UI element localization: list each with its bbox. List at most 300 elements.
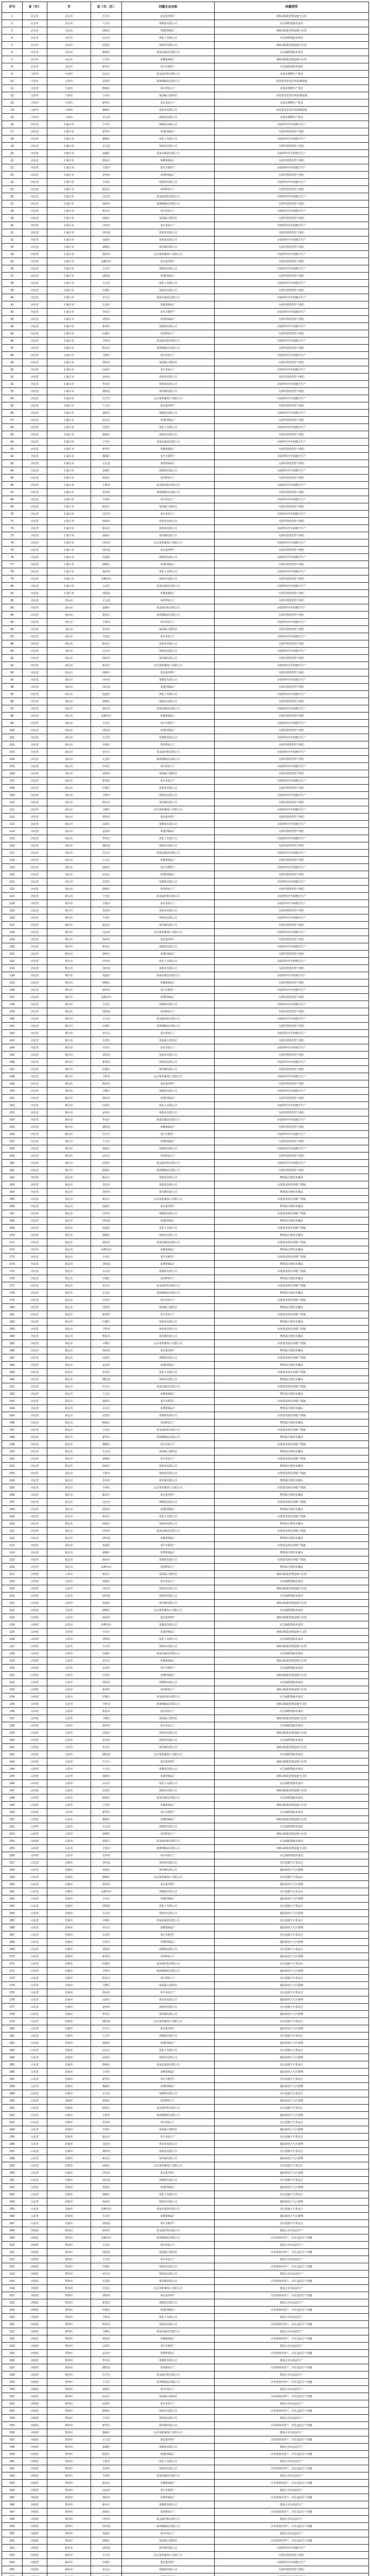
table-row [2,128,369,135]
cell-enterprise: 某铸造有限公司 [122,2415,215,2422]
cell-no: 355 [2,2566,23,2573]
cell-issue: 治污设施不正常运行 [215,2206,369,2213]
cell-enterprise: 某金属结构有限公司 [122,1427,215,1434]
cell-province: 河北省 [23,366,47,374]
cell-issue: 无组织排放管控不到位 [215,532,369,539]
cell-city: 石家庄市 [47,511,91,518]
cell-city: 济南市 [47,1917,91,1924]
cell-county: 路北区 [91,922,122,929]
cell-issue: 散乱污企业违法生产 [215,2227,369,2234]
cell-city: 石家庄市 [47,417,91,424]
cell-enterprise: 某铝业有限公司 [122,907,215,914]
cell-enterprise: 某印刷有限公司 [122,2545,215,2552]
cell-enterprise: 某陶瓷有限公司 [122,410,215,417]
cell-issue: VOCs收集处理设施不完善 [215,1686,369,1693]
cell-city: 北京市 [47,42,91,49]
cell-issue: 物料露天堆放未覆盖 [215,1520,369,1528]
cell-county: 林州市 [91,1095,122,1102]
cell-province: 河北省 [23,265,47,273]
cell-province: 山东省 [23,2025,47,2032]
cell-issue: 未取得环评手续擅自生产 [215,691,369,698]
cell-enterprise: 某铸造有限公司 [122,1326,215,1333]
cell-city: 太原市 [47,1773,91,1780]
cell-issue: 物料露天堆放未覆盖 [215,1362,369,1369]
cell-province: 北京市 [23,56,47,63]
cell-county: 昌平区 [91,850,122,857]
table-row [2,972,369,979]
cell-no: 326 [2,2357,23,2364]
cell-issue: 未取得环评手续擅自生产 [215,1073,369,1080]
cell-city: 郑州市 [47,2343,91,2350]
cell-city: 太原市 [47,1693,91,1701]
cell-enterprise: 某化工有限公司 [122,568,215,575]
cell-enterprise: 某金属结构有限公司 [122,1960,215,1968]
cell-county: 文峰区 [91,352,122,359]
cell-no: 186 [2,1347,23,1354]
table-row [2,2552,369,2559]
cell-province: 河南省 [23,2509,47,2516]
cell-city: 济南市 [47,2177,91,2184]
cell-city: 石家庄市 [47,251,91,258]
table-row [2,1261,369,1268]
table-row [2,2090,369,2097]
cell-no: 282 [2,2040,23,2047]
cell-no: 48 [2,352,23,359]
cell-province: 河北省 [23,200,47,208]
cell-no: 341 [2,2465,23,2472]
cell-enterprise: 某铸造有限公司 [122,914,215,922]
cell-county: 新华区 [91,2076,122,2083]
cell-issue: 未落实错峰生产要求 [215,114,369,121]
cell-issue: 未取得环评手续擅自生产 [215,381,369,388]
cell-province: 山东省 [23,1960,47,1968]
cell-province: 山东省 [23,1953,47,1960]
table-row [2,763,369,770]
cell-issue: 无组织排放管控不到位 [215,244,369,251]
cell-province: 河北省 [23,756,47,763]
cell-enterprise: 某金属结构有限公司 [122,2516,215,2523]
cell-province: 山东省 [23,2076,47,2083]
cell-enterprise: 某家具制造有限公司 [122,850,215,857]
cell-enterprise: 某家具制造有限公司 [122,49,215,56]
cell-enterprise: 某塑料制品厂 [122,727,215,734]
cell-enterprise: 某家具制造有限公司 [122,1239,215,1246]
cell-city: 唐山市 [47,655,91,662]
cell-enterprise: 某橡胶制品厂 [122,1391,215,1398]
cell-county: 房山区 [91,1153,122,1160]
cell-province: 河北省 [23,1398,47,1405]
cell-issue: VOCs收集处理设施不完善 [215,56,369,63]
cell-county: 武清区 [91,2054,122,2061]
cell-province: 山东省 [23,2191,47,2198]
cell-no: 165 [2,1196,23,1203]
cell-issue: 无组织排放管控不到位 [215,669,369,676]
cell-no: 166 [2,1203,23,1210]
table-row [2,619,369,626]
cell-issue: 无组织排放管控不到位 [215,229,369,236]
cell-enterprise: 某陶瓷有限公司 [122,2444,215,2451]
cell-province: 河北省 [23,547,47,554]
cell-city: 保定市 [47,1362,91,1369]
cell-province: 河北省 [23,474,47,482]
cell-county: 莲池区 [91,2184,122,2191]
cell-issue: 未取得环评手续擅自生产 [215,568,369,575]
cell-no: 171 [2,1239,23,1246]
cell-enterprise: 某塑料制品厂 [122,1816,215,1823]
table-row [2,1153,369,1160]
cell-province: 河北省 [23,150,47,157]
cell-city: 石家庄市 [47,532,91,539]
cell-no: 262 [2,1895,23,1903]
table-row [2,1809,369,1816]
cell-province: 河北省 [23,914,47,922]
cell-enterprise: 某家具制造有限公司 [122,1528,215,1535]
cell-city: 石家庄市 [47,590,91,597]
cell-city: 唐山市 [47,720,91,727]
table-row [2,1520,369,1528]
table-row [2,2379,369,2386]
cell-enterprise: 某纸业有限公司 [122,1787,215,1794]
cell-enterprise: 某建材制品厂 [122,828,215,835]
cell-issue: 超标排放大气污染物 [215,2040,369,2047]
cell-no: 99 [2,720,23,727]
cell-county: 迁安市 [91,2487,122,2494]
cell-province: 河北省 [23,258,47,265]
cell-no: 333 [2,2408,23,2415]
cell-issue: VOCs收集处理设施不完善 [215,13,369,20]
cell-county: 新华区 [91,1434,122,1441]
cell-enterprise: 某塑料制品厂 [122,1261,215,1268]
cell-county: 中原区 [91,309,122,316]
cell-county: 通州区 [91,1773,122,1780]
cell-no: 302 [2,2184,23,2191]
cell-province: 天津市 [23,114,47,121]
cell-enterprise: 某纸业有限公司 [122,1376,215,1383]
cell-no: 189 [2,1369,23,1376]
cell-province: 河北省 [23,1044,47,1052]
cell-province: 山东省 [23,2040,47,2047]
cell-province: 河北省 [23,633,47,640]
cell-city: 北京市 [47,35,91,42]
cell-province: 山东省 [23,2126,47,2133]
cell-province: 河北省 [23,972,47,979]
cell-enterprise: 某化工有限公司 [122,1636,215,1643]
cell-county: 荥阳市 [91,316,122,323]
table-row [2,1556,369,1564]
cell-no: 26 [2,193,23,200]
table-row [2,309,369,316]
cell-province: 山西省 [23,1744,47,1751]
cell-city: 石家庄市 [47,222,91,229]
cell-no: 89 [2,648,23,655]
cell-no: 14 [2,107,23,114]
table-row [2,78,369,85]
table-row [2,121,369,128]
cell-province: 河南省 [23,2501,47,2509]
cell-county: 新郑市 [91,1059,122,1066]
cell-enterprise: 某汽车配件厂 [122,987,215,994]
cell-province: 河北省 [23,1290,47,1297]
cell-province: 河北省 [23,251,47,258]
cell-enterprise: 某汽车配件厂 [122,2076,215,2083]
cell-county: 古交市 [91,1643,122,1650]
cell-city: 保定市 [47,1311,91,1318]
cell-issue: 无组织排放管控不到位 [215,828,369,835]
cell-no: 201 [2,1455,23,1463]
cell-enterprise: 某印刷有限公司 [122,1477,215,1484]
cell-enterprise: 某金属结构有限公司 [122,71,215,78]
cell-county: 房山区 [91,2047,122,2054]
cell-city: 邢台市 [47,1037,91,1044]
cell-city: 太原市 [47,1665,91,1672]
table-row [2,85,369,92]
cell-no: 179 [2,1297,23,1304]
cell-county: 孟州市 [91,374,122,381]
cell-no: 8 [2,63,23,71]
cell-county: 林州市 [91,1989,122,1996]
cell-enterprise: 某包装材料厂 [122,669,215,676]
cell-province: 河北省 [23,1246,47,1253]
cell-city: 郑州市 [47,2242,91,2249]
cell-no: 301 [2,2177,23,2184]
cell-issue: 未按要求落实停限产措施 [215,1340,369,1347]
cell-county: 藁城区 [91,1816,122,1823]
cell-issue: 未取得环评手续擅自生产 [215,280,369,287]
table-row [2,1614,369,1621]
cell-county: 清河县 [91,2523,122,2530]
cell-no: 284 [2,2054,23,2061]
cell-county: 荥阳市 [91,1052,122,1059]
cell-enterprise: 某木业加工厂 [122,1578,215,1585]
cell-no: 327 [2,2364,23,2371]
cell-enterprise: 某汽车配件厂 [122,309,215,316]
cell-enterprise: 某纸业有限公司 [122,1910,215,1917]
cell-no: 259 [2,1874,23,1881]
cell-city: 邢台市 [47,914,91,922]
cell-issue: 未取得环评手续擅自生产 [215,929,369,936]
cell-city: 保定市 [47,1297,91,1304]
table-row [2,316,369,323]
cell-city: 郑州市 [47,2357,91,2364]
cell-city: 济南市 [47,1953,91,1960]
cell-no: 109 [2,792,23,799]
cell-issue: 应急减排措施未落实 [215,1650,369,1657]
cell-city: 太原市 [47,1636,91,1643]
header-city: 市 [47,2,91,13]
cell-county: 静海区 [91,2408,122,2415]
cell-enterprise: 某陶瓷有限公司 [122,1766,215,1773]
cell-county: 高碑店市 [91,2206,122,2213]
cell-county: 正定县 [91,460,122,467]
cell-enterprise: 某木业加工厂 [122,511,215,518]
cell-city: 保定市 [47,1484,91,1492]
cell-city: 石家庄市 [47,337,91,345]
cell-no: 150 [2,1088,23,1095]
cell-enterprise: 某家具制造有限公司 [122,705,215,713]
cell-no: 47 [2,345,23,352]
table-row [2,1225,369,1232]
cell-enterprise: 某金属结构有限公司 [122,749,215,756]
cell-enterprise: 某包装材料厂 [122,2292,215,2299]
table-row [2,35,369,42]
cell-county: 辉县市 [91,1080,122,1088]
cell-enterprise: 某石材加工厂 [122,1852,215,1859]
cell-city: 济南市 [47,2133,91,2141]
cell-no: 277 [2,2004,23,2011]
cell-issue: 散乱污企业违法生产 [215,2458,369,2465]
cell-province: 河北省 [23,193,47,200]
cell-province: 河北省 [23,835,47,842]
table-row [2,1333,369,1340]
table-row [2,1816,369,1823]
cell-city: 郑州市 [47,2227,91,2234]
cell-county: 中原区 [91,1672,122,1679]
table-row [2,236,369,244]
table-row [2,1376,369,1383]
cell-province: 山东省 [23,1996,47,2004]
cell-enterprise: 某金属结构有限公司 [122,2371,215,2379]
cell-city: 唐山市 [47,871,91,878]
cell-city: 济南市 [47,2054,91,2061]
cell-issue: 未按要求落实停限产措施 [215,1282,369,1290]
cell-no: 9 [2,71,23,78]
cell-enterprise: 某化工有限公司 [122,2314,215,2321]
table-row [2,1340,369,1347]
cell-province: 山西省 [23,1708,47,1715]
cell-no: 27 [2,200,23,208]
table-row [2,648,369,655]
table-row [2,1730,369,1737]
cell-issue: VOCs收集处理设施不完善 [215,1758,369,1766]
table-row [2,2040,369,2047]
cell-no: 76 [2,554,23,561]
cell-no: 245 [2,1773,23,1780]
cell-enterprise: 某汽车配件厂 [122,164,215,172]
table-row [2,828,369,835]
cell-enterprise: 某橡胶制品厂 [122,1802,215,1809]
cell-county: 莲池区 [91,972,122,979]
cell-county: 满城区 [91,2537,122,2545]
cell-city: 天津市 [47,92,91,99]
cell-no: 208 [2,1506,23,1513]
cell-enterprise: 某铸造有限公司 [122,648,215,655]
cell-issue: 物料露天堆放未覆盖 [215,1564,369,1571]
cell-issue: 无组织排放管控不到位 [215,374,369,381]
table-body [2,13,369,2576]
cell-issue: 未落实错峰生产要求 [215,99,369,107]
cell-county: 中原区 [91,1939,122,1946]
cell-issue: 超标排放大气污染物 [215,2011,369,2018]
cell-province: 河北省 [23,1427,47,1434]
cell-no: 325 [2,2350,23,2357]
cell-issue: 无组织排放管控不到位 [215,1109,369,1116]
cell-city: 保定市 [47,1556,91,1564]
table-row [2,792,369,799]
cell-no: 130 [2,943,23,951]
cell-enterprise: 某塑料制品厂 [122,1405,215,1412]
table-row [2,1802,369,1809]
cell-county: 清徐县 [91,2249,122,2256]
cell-city: 石家庄市 [47,157,91,164]
cell-city: 邢台市 [47,907,91,914]
cell-no: 220 [2,1592,23,1600]
cell-province: 山西省 [23,1730,47,1737]
table-row [2,2451,369,2458]
cell-issue: VOCs收集处理设施不完善 [215,1629,369,1636]
cell-enterprise: 某纸业有限公司 [122,287,215,294]
cell-city: 济南市 [47,2206,91,2213]
cell-enterprise: 某塑料制品厂 [122,172,215,179]
cell-no: 232 [2,1679,23,1686]
table-row [2,1311,369,1318]
cell-no: 349 [2,2523,23,2530]
cell-city: 石家庄市 [47,200,91,208]
cell-no: 209 [2,1513,23,1520]
cell-enterprise: 某混凝土搅拌站 [122,2393,215,2400]
cell-city: 济南市 [47,2213,91,2220]
table-row [2,2133,369,2141]
cell-no: 213 [2,1542,23,1549]
cell-county: 滦州市 [91,518,122,525]
cell-province: 山东省 [23,1859,47,1867]
cell-no: 12 [2,92,23,99]
cell-city: 济南市 [47,2141,91,2148]
cell-no: 225 [2,1629,23,1636]
cell-no: 127 [2,922,23,929]
cell-enterprise: 某钢铁有限公司 [122,1145,215,1153]
table-row [2,1463,369,1470]
cell-enterprise: 北京某机械加工有限公司 [122,1874,215,1881]
cell-issue: 无组织排放管控不到位 [215,287,369,294]
cell-county: 沙河市 [91,2516,122,2523]
cell-city: 济南市 [47,1975,91,1982]
cell-province: 河北省 [23,864,47,871]
cell-province: 河北省 [23,1109,47,1116]
cell-province: 河南省 [23,2234,47,2242]
cell-province: 河北省 [23,626,47,633]
cell-province: 河北省 [23,511,47,518]
cell-enterprise: 某包装材料厂 [122,1492,215,1499]
cell-enterprise: 某金属结构有限公司 [122,1838,215,1845]
cell-city: 郑州市 [47,2299,91,2307]
table-row [2,705,369,713]
cell-city: 保定市 [47,1268,91,1275]
cell-enterprise: 某玻璃制品有限公司 [122,2112,215,2119]
cell-province: 河北省 [23,1513,47,1520]
cell-city: 石家庄市 [47,460,91,467]
cell-enterprise: 某混凝土搅拌站 [122,2126,215,2133]
cell-no: 7 [2,56,23,63]
cell-no: 180 [2,1304,23,1311]
cell-province: 河北省 [23,1268,47,1275]
cell-no: 20 [2,150,23,157]
table-row [2,1232,369,1239]
cell-county: 红旗区 [91,2307,122,2314]
table-row [2,2249,369,2256]
table-row [2,1073,369,1080]
cell-province: 河北省 [23,850,47,857]
cell-enterprise: 某汽车配件厂 [122,2487,215,2494]
cell-no: 68 [2,496,23,503]
cell-enterprise: 某建材制品厂 [122,2307,215,2314]
cell-county: 静海区 [91,85,122,92]
cell-issue: 无组织排放管控不到位 [215,1008,369,1015]
cell-no: 70 [2,511,23,518]
cell-province: 天津市 [23,71,47,78]
cell-province: 河北省 [23,294,47,301]
cell-province: 河北省 [23,135,47,143]
cell-issue: 物料露天堆放未覆盖 [215,1463,369,1470]
